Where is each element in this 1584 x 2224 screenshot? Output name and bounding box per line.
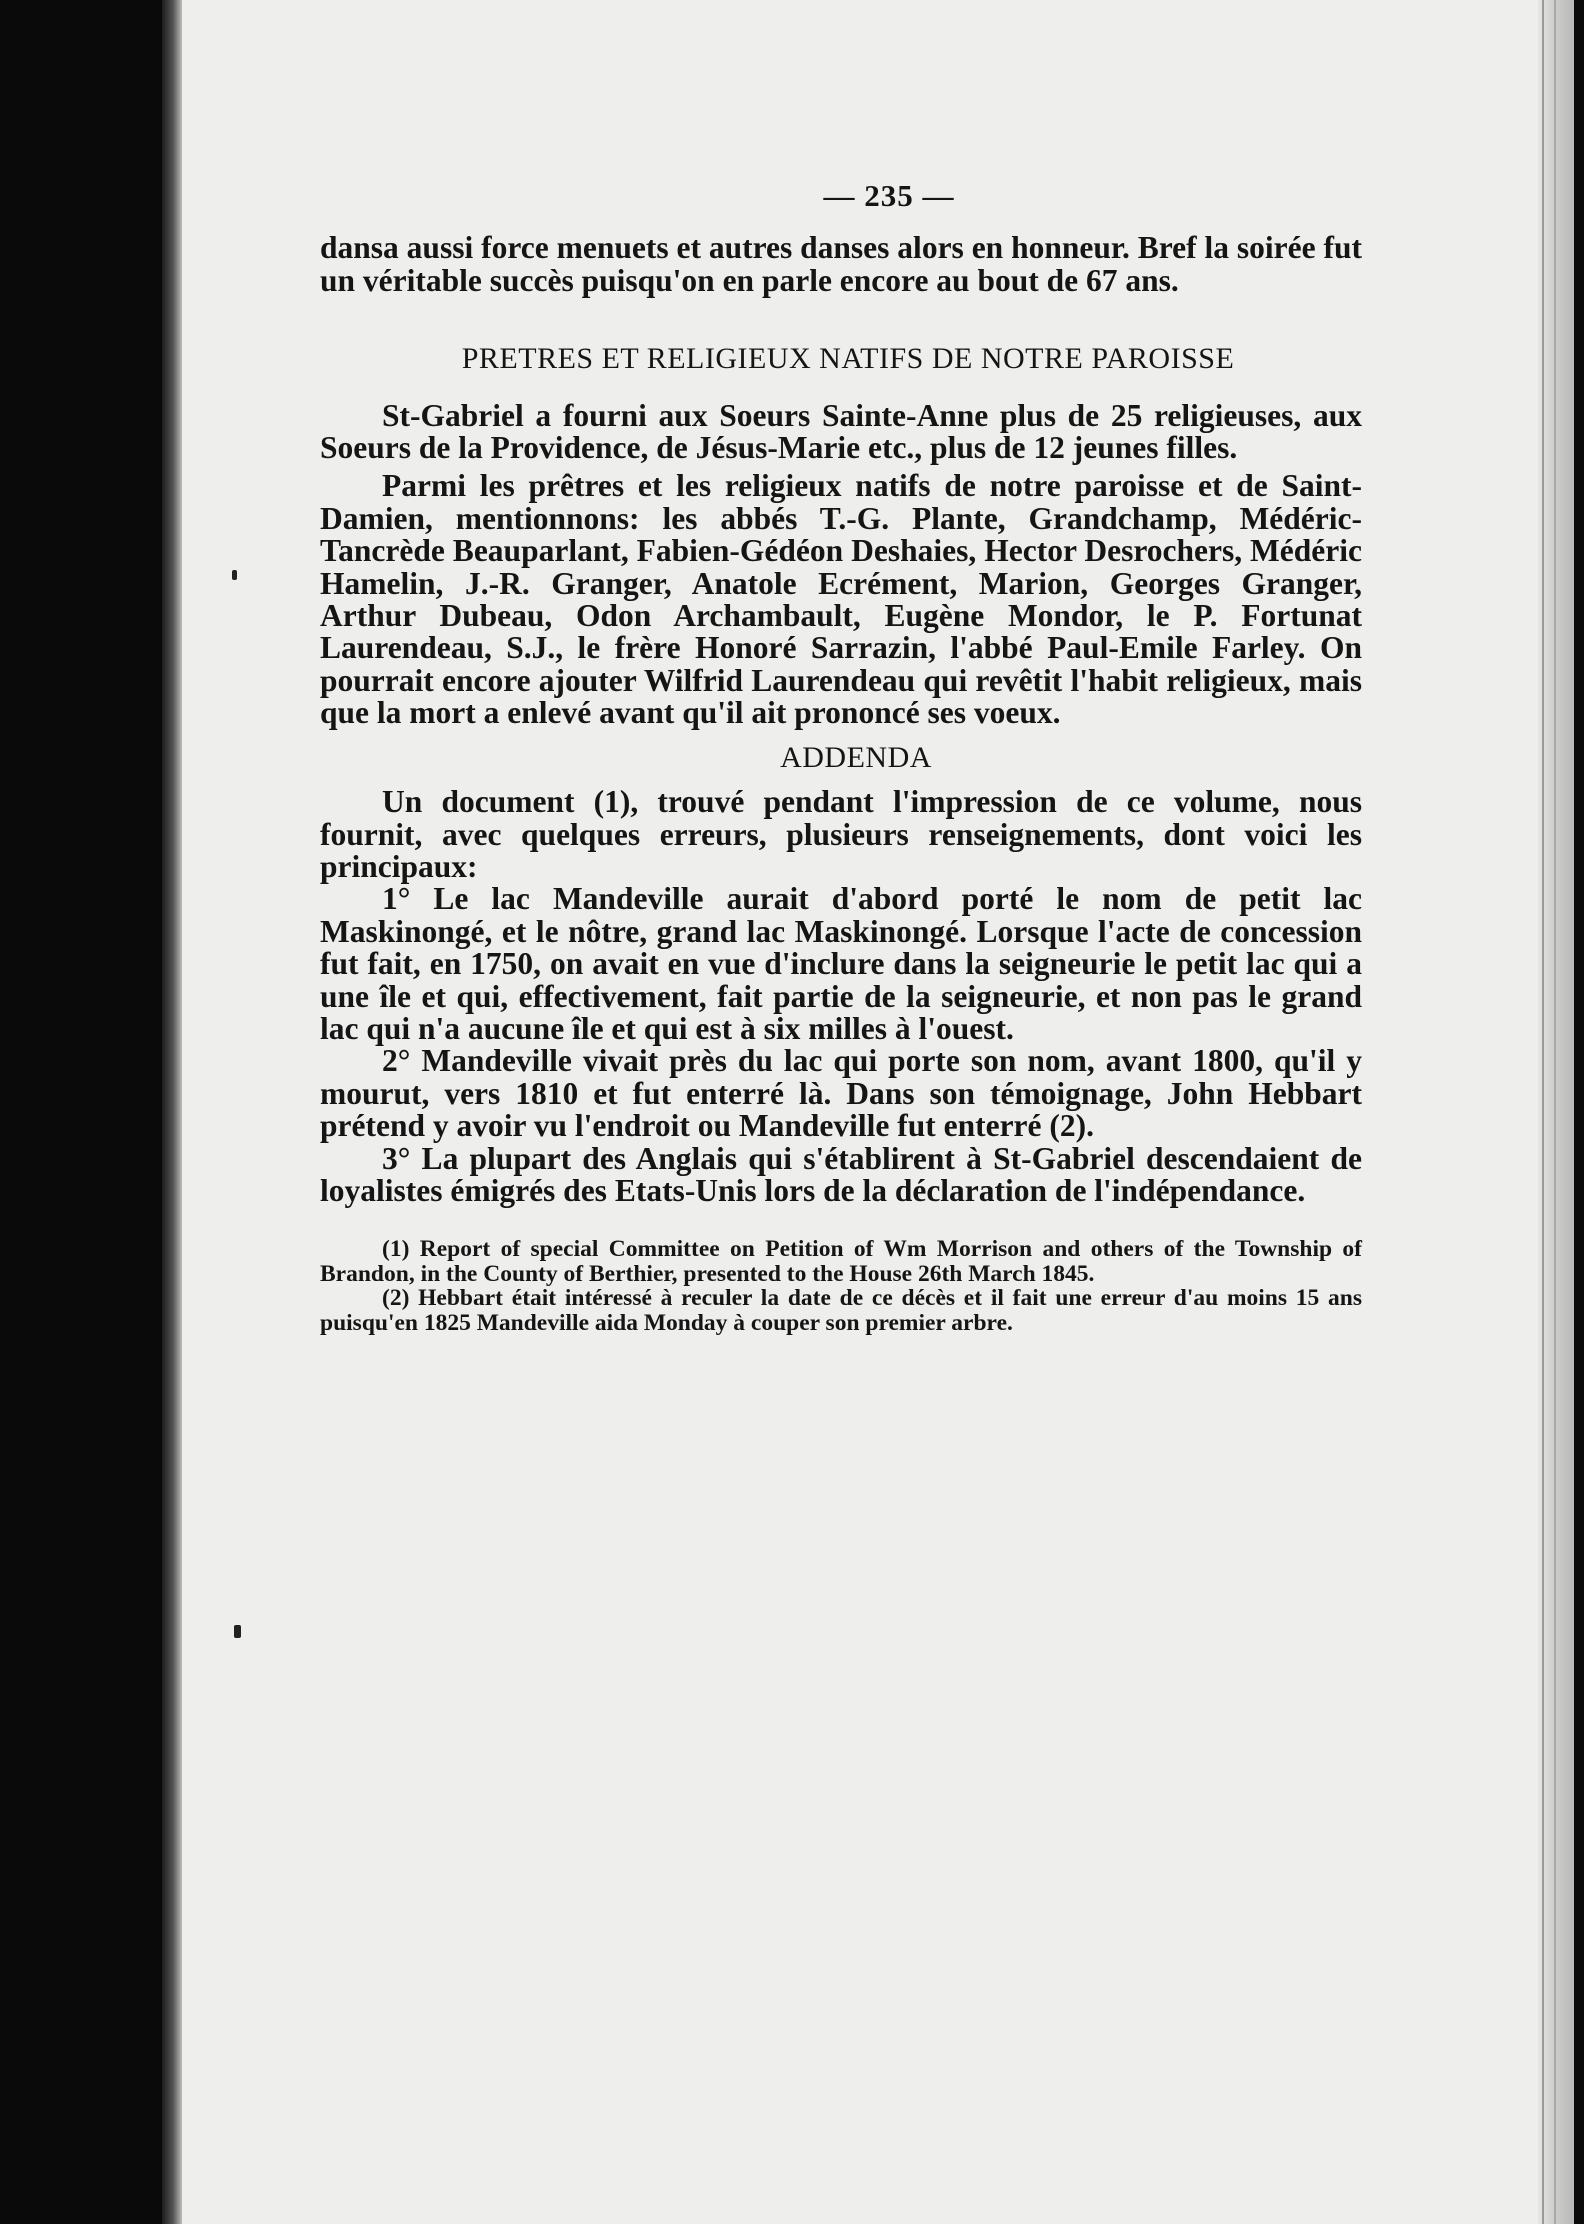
addenda-paragraph: Un document (1), trouvé pendant l'impression de ce volume, nous fournit, avec quelques erreurs, plusieurs renseignements, dont voici les principaux: xyxy=(320,784,1362,884)
footnote: (1) Report of special Committee on Petition of Wm Morrison and others of the Township of Brandon, in the County of Berthier, presented to the House 26th March 1845. xyxy=(320,1236,1362,1287)
book-spine xyxy=(162,0,182,2224)
page-body xyxy=(320,180,1362,1335)
opening-paragraph: dansa aussi force menuets et autres danses alors en honneur. Bref la soirée fut un véritable succès puisqu'on en parle encore au bout de 67 ans. xyxy=(320,230,1362,298)
addenda-heading: ADDENDA xyxy=(780,740,932,774)
scan-artifact xyxy=(234,1625,241,1638)
scan-artifact xyxy=(232,570,237,580)
page-number: — 235 — xyxy=(823,178,955,213)
section-heading: PRETRES ET RELIGIEUX NATIFS DE NOTRE PAROISSE xyxy=(461,342,1235,376)
footnote: (2) Hebbart était intéressé à reculer la date de ce décès et il fait une erreur d'au moins 15 ans puisqu'en 1825 Mandeville aida Monday à couper son premier arbre. xyxy=(320,1285,1362,1336)
section-paragraph: Parmi les prêtres et les religieux natifs de notre paroisse et de Saint-Damien, mentionnons: les abbés T.-G. Plante, Grandchamp, Médéric-Tancrède Beauparlant, Fabien-Gédéon Deshaies, Hector Desrochers, Médéric Hamelin, J.-R. Granger, Anatole Ecrément, Marion, Georges Granger, Arthur Dubeau, Odon Archambault, Eugène Mondor, le P. Fortunat Laurendeau, S.J., le frère Honoré Sarrazin, l'abbé Paul-Emile Farley. On pourrait encore ajouter Wilfrid Laurendeau qui revêtit l'habit religieux, mais que la mort a enlevé avant qu'il ait prononcé ses voeux. xyxy=(320,468,1362,731)
addenda-paragraph: 2° Mandeville vivait près du lac qui porte son nom, avant 1800, qu'il y mourut, vers 1810 et fut enterré là. Dans son témoignage, John Hebbart prétend y avoir vu l'endroit ou Mandeville fut enterré (2). xyxy=(320,1043,1362,1144)
addenda-paragraph: 1° Le lac Mandeville aurait d'abord porté le nom de petit lac Maskinongé, et le nôtre, grand lac Maskinongé. Lorsque l'acte de concession fut fait, en 1750, on avait en vue d'inclure dans la seigneurie le petit lac qui a une île et qui, effectivement, fait partie de la seigneurie, et non pas le grand lac qui n'a aucune île et qui est à six milles à l'ouest. xyxy=(320,881,1362,1046)
footnotes xyxy=(320,1237,1362,1335)
addenda-paragraph: 3° La plupart des Anglais qui s'établirent à St-Gabriel descendaient de loyalistes émigrés des Etats-Unis lors de la déclaration de l'indépendance. xyxy=(320,1140,1362,1208)
page-edge-line xyxy=(1542,0,1544,2224)
section-paragraph: St-Gabriel a fourni aux Soeurs Sainte-Anne plus de 25 religieuses, aux Soeurs de la Providence, de Jésus-Marie etc., plus de 12 jeunes filles. xyxy=(320,397,1362,466)
page-edge-line xyxy=(1554,0,1556,2224)
scanned-page xyxy=(162,0,1574,2224)
